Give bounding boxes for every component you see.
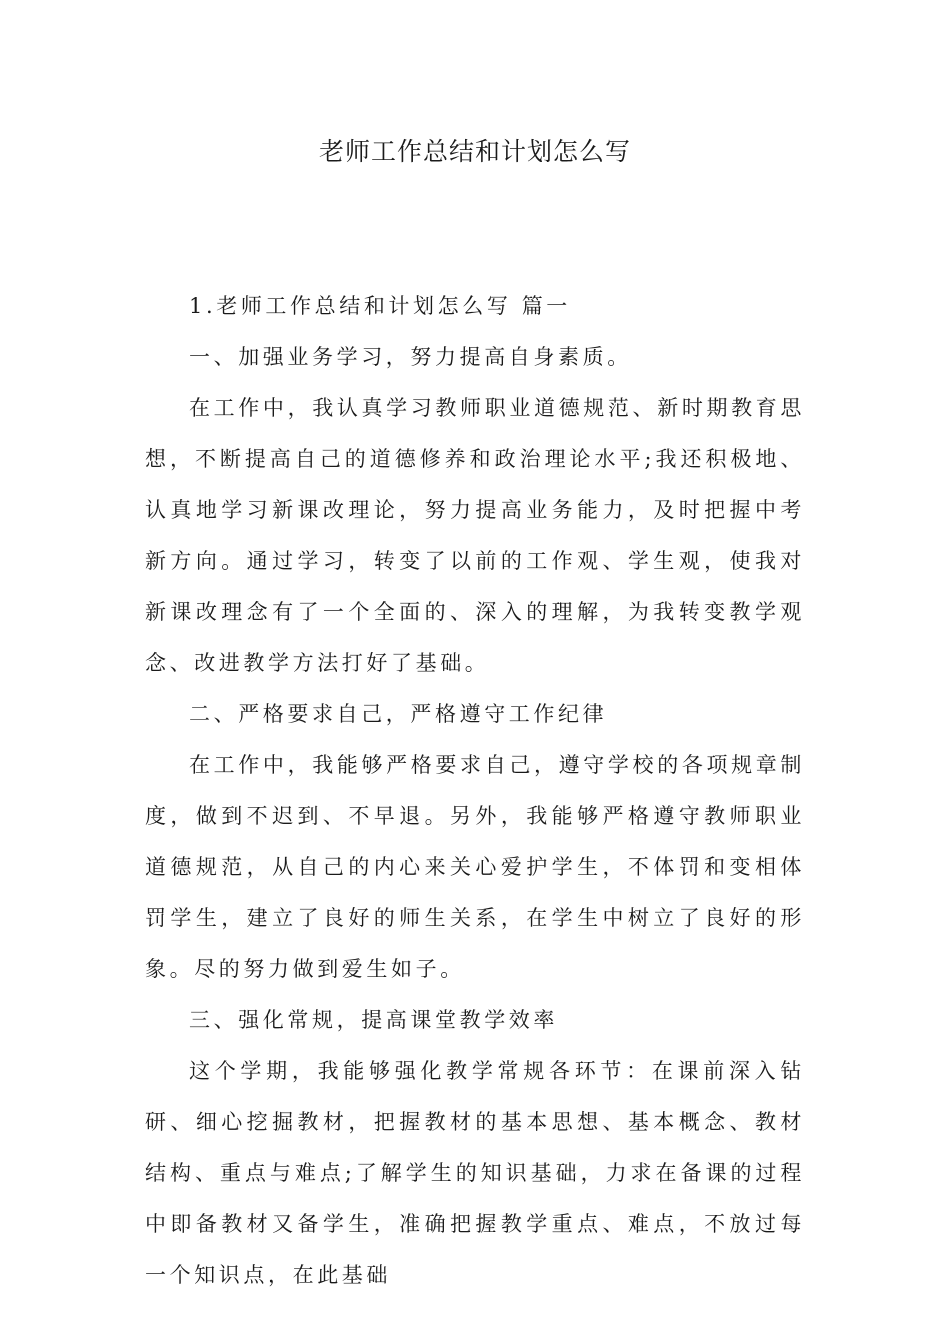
document-body <box>145 281 805 1301</box>
paragraph: 在工作中，我能够严格要求自己，遵守学校的各项规章制度，做到不迟到、不早退。另外，我能够严格遵守教师职业道德规范，从自己的内心来关心爱护学生，不体罚和变相体罚学生，建立了良好的师生关系，在学生中树立了良好的形象。尽的努力做到爱生如子。 <box>145 753 805 981</box>
paragraph-heading-1: 1.老师工作总结和计划怎么写 篇一 <box>189 294 571 318</box>
paragraph: 这个学期，我能够强化教学常规各环节：在课前深入钻研、细心挖掘教材，把握教材的基本思想、基本概念、教材结构、重点与难点;了解学生的知识基础，力求在备课的过程中即备教材又备学生，准确把握教学重点、难点，不放过每一个知识点，在此基础 <box>145 1059 805 1287</box>
section-heading-1: 一、加强业务学习，努力提高自身素质。 <box>189 345 632 369</box>
section-heading-2: 二、严格要求自己，严格遵守工作纪律 <box>189 702 608 726</box>
paragraph: 在工作中，我认真学习教师职业道德规范、新时期教育思想，不断提高自己的道德修养和政治理论水平;我还积极地、认真地学习新课改理论，努力提高业务能力，及时把握中考新方向。通过学习，转变了以前的工作观、学生观，使我对新课改理念有了一个全面的、深入的理解，为我转变教学观念、改进教学方法打好了基础。 <box>145 396 805 675</box>
section-heading-3: 三、强化常规，提高课堂教学效率 <box>189 1008 558 1032</box>
document-title: 老师工作总结和计划怎么写 <box>318 137 631 166</box>
